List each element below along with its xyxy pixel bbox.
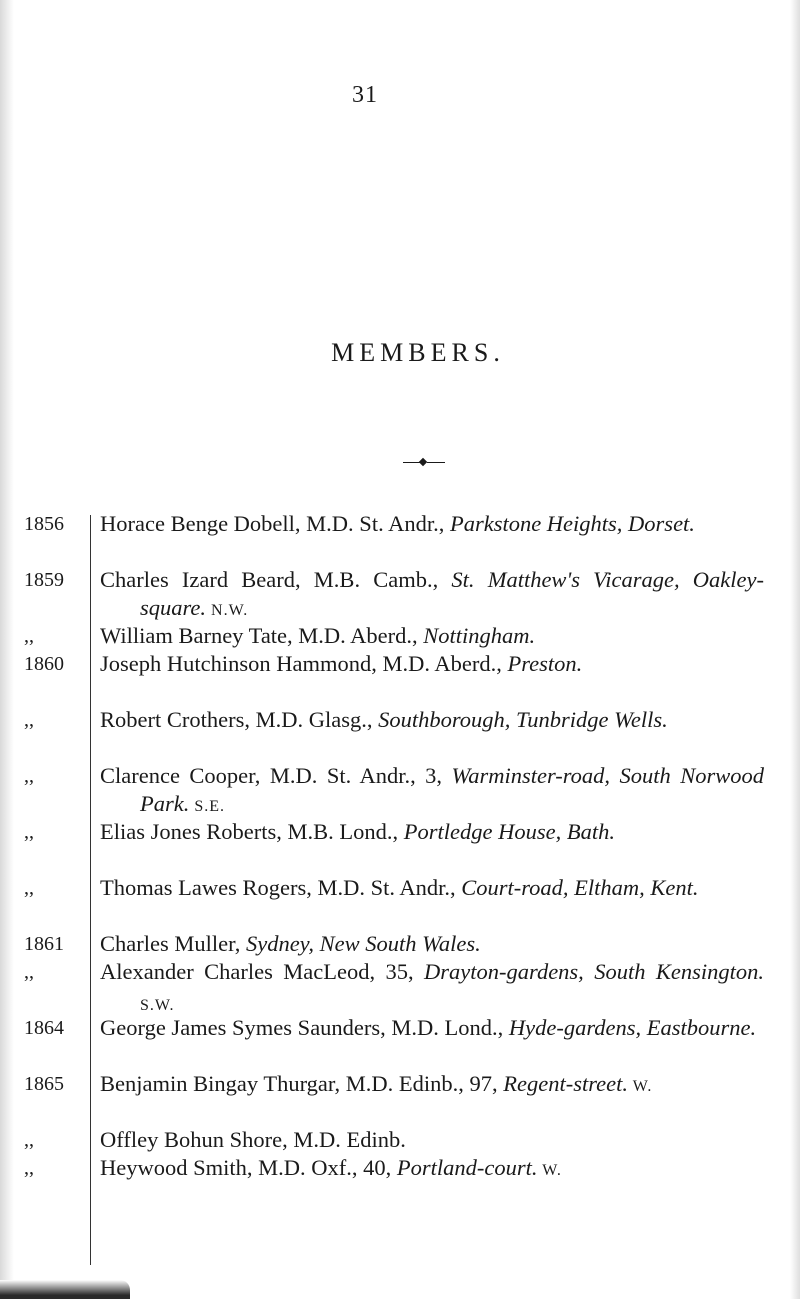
member-name: Elias Jones Roberts, M.B. Lond., — [100, 819, 404, 844]
page-number: 31 — [352, 82, 378, 108]
entry-year: ,, — [24, 765, 34, 787]
list-item — [24, 818, 764, 874]
list-item — [24, 1126, 764, 1154]
entry-year: ,, — [24, 877, 34, 899]
address-district: S.E. — [189, 798, 226, 815]
member-address: Nottingham. — [423, 623, 536, 648]
entry-year: 1865 — [24, 1073, 64, 1095]
member-address: St. Matthew's Vicarage, Oakley-square. — [140, 567, 764, 620]
entry-year: ,, — [24, 1129, 34, 1151]
member-name: George James Symes Saunders, M.D. Lond., — [100, 1015, 509, 1040]
member-address: Sydney, New South Wales. — [245, 931, 481, 956]
member-name: Heywood Smith, M.D. Oxf., 40, — [100, 1155, 397, 1180]
address-district: W. — [627, 1078, 653, 1095]
entry-year: ,, — [24, 625, 34, 647]
list-item — [24, 874, 764, 930]
member-name: William Barney Tate, M.D. Aberd., — [100, 623, 424, 648]
member-address: Portledge House, Bath. — [403, 819, 615, 844]
address-district: W. — [537, 1162, 562, 1179]
address-district: S.W. — [140, 997, 175, 1014]
member-address: Preston. — [507, 651, 583, 676]
page-title: MEMBERS. — [331, 338, 505, 367]
entry-year: ,, — [24, 709, 34, 731]
member-address: Hyde-gardens, Eastbourne. — [508, 1015, 757, 1040]
list-item — [24, 706, 764, 762]
entry-year: 1861 — [24, 933, 64, 955]
member-name: Benjamin Bingay Thurgar, M.D. Edinb., 97, — [100, 1071, 504, 1096]
member-name: Clarence Cooper, M.D. St. Andr., 3, — [100, 763, 452, 788]
page-edge-shadow — [0, 0, 14, 1299]
entry-year: 1864 — [24, 1017, 64, 1039]
list-item — [24, 1070, 764, 1126]
list-item — [24, 930, 764, 958]
list-item — [24, 762, 764, 818]
page-edge-shadow-right — [790, 0, 800, 1299]
entry-year: 1859 — [24, 569, 64, 591]
entry-year: 1860 — [24, 653, 64, 675]
member-address: Parkstone Heights, Dorset. — [449, 511, 695, 536]
page-corner-shadow — [0, 1280, 130, 1299]
member-list — [24, 510, 764, 1210]
member-address: Portland-court. — [396, 1155, 538, 1180]
list-item — [24, 1014, 764, 1070]
entry-year: 1856 — [24, 513, 64, 535]
entry-year: ,, — [24, 1157, 34, 1179]
list-item — [24, 650, 764, 706]
member-name: Thomas Lawes Rogers, M.D. St. Andr., — [100, 875, 462, 900]
member-name: Robert Crothers, M.D. Glasg., — [100, 707, 379, 732]
member-name: Charles Muller, — [100, 931, 246, 956]
member-address: Court-road, Eltham, Kent. — [461, 875, 699, 900]
list-item — [24, 958, 764, 1014]
address-district: N.W. — [206, 602, 249, 619]
list-item — [24, 566, 764, 622]
entry-year: ,, — [24, 961, 34, 983]
member-name: Horace Benge Dobell, M.D. St. Andr., — [100, 511, 450, 536]
entry-year: ,, — [24, 821, 34, 843]
list-item — [24, 1154, 764, 1210]
member-address: Drayton-gardens, South Kensington. — [424, 959, 764, 984]
list-item — [24, 510, 764, 566]
member-name: Charles Izard Beard, M.B. Camb., — [100, 567, 452, 592]
member-address: Southborough, Tunbridge Wells. — [378, 707, 668, 732]
member-name: Offley Bohun Shore, M.D. Edinb. — [100, 1127, 406, 1152]
ornament-divider — [403, 458, 445, 468]
member-name: Alexander Charles MacLeod, 35, — [100, 959, 425, 984]
list-item — [24, 622, 764, 650]
member-address: Regent-street. — [503, 1071, 628, 1096]
member-address: Warminster-road, South Norwood Park. — [140, 763, 765, 816]
member-name: Joseph Hutchinson Hammond, M.D. Aberd., — [100, 651, 508, 676]
